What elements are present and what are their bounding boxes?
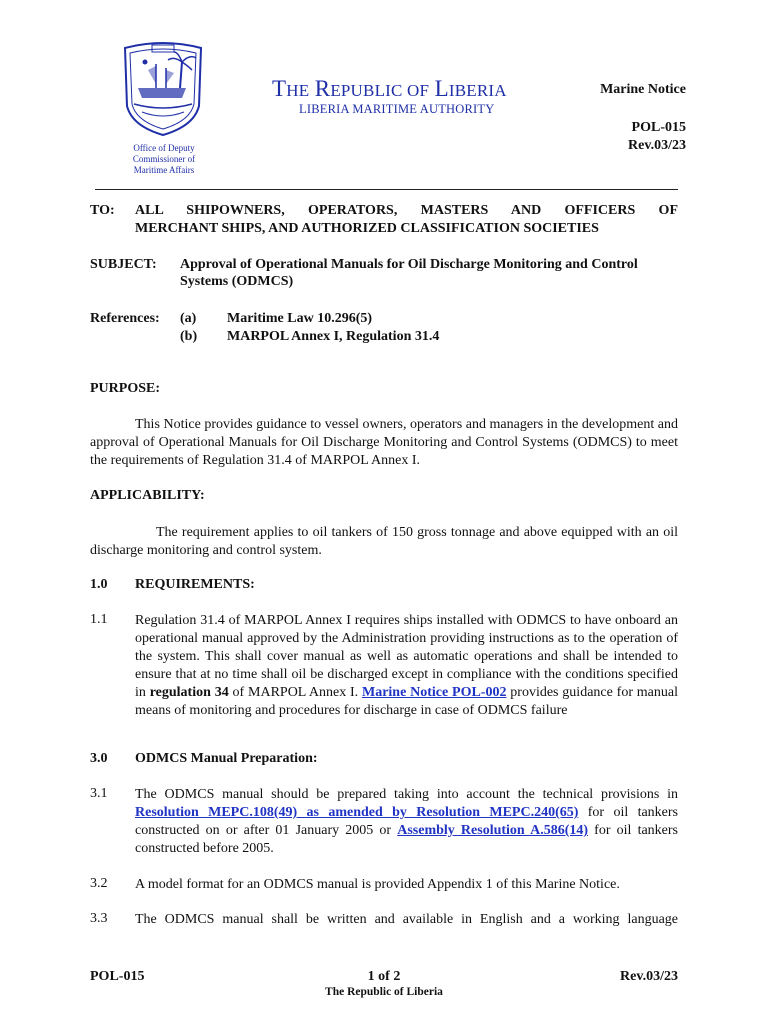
to-line-2: MERCHANT SHIPS, AND AUTHORIZED CLASSIFICATION SOCIETIES: [135, 221, 599, 236]
preparation-heading: ODMCS Manual Preparation:: [135, 751, 318, 766]
item-number: 3.3: [90, 911, 108, 926]
liberia-seal-icon: [120, 40, 206, 138]
section-number: 3.0: [90, 751, 108, 766]
references-label: References:: [90, 311, 160, 326]
purpose-heading: PURPOSE:: [90, 381, 160, 396]
item-3-1-text: The ODMCS manual should be prepared taking into account the technical provisions in Resolution MEPC.108(49) as amended by Resolution MEPC.240(65) for oil tankers constructed on or after 01 January 2005 or Assembly Resolution A.586(14) for oil tankers constructed before 2005.: [135, 787, 679, 856]
reference-key: (a): [180, 311, 197, 326]
subject-label: SUBJECT:: [90, 257, 157, 272]
to-line-1: ALL SHIPOWNERS, OPERATORS, MASTERS AND OFFICERS OF: [135, 203, 678, 218]
to-label: TO:: [90, 203, 115, 218]
reference-text: Maritime Law 10.296(5): [227, 311, 373, 326]
item-3-3-text: The ODMCS manual shall be written and available in English and a working language: [135, 912, 678, 927]
office-label: Office of Deputy Commissioner of Maritime Affairs: [132, 143, 196, 175]
marine-notice-pol-002-link[interactable]: Marine Notice POL-002: [361, 685, 507, 700]
page-subtitle: LIBERIA MARITIME AUTHORITY: [299, 102, 495, 116]
assembly-resolution-link[interactable]: Assembly Resolution A.586(14): [397, 823, 589, 838]
to-block: [90, 202, 678, 238]
notice-revision: Rev.03/23: [628, 138, 686, 153]
applicability-heading: APPLICABILITY:: [90, 488, 205, 503]
page-number: 1 of 2: [367, 969, 401, 984]
header-divider: [95, 189, 678, 190]
item-1-1-text: Regulation 31.4 of MARPOL Annex I requires ships installed with ODMCS to have onboard an operational manual approved by the Administration providing instructions as to the operation of the system. This shall cover manual as well as automatic operations and shall be intended to ensure that at no time shall oil be discharged except in compliance with the conditions specified in regulation 34 of MARPOL Annex I. Marine Notice POL-002 provides guidance for manual means of monitoring and procedures for discharge in case of ODMCS failure: [135, 613, 678, 718]
footer-notice-number: POL-015: [90, 969, 145, 984]
footer-republic: The Republic of Liberia: [325, 986, 443, 998]
resolution-mepc-link[interactable]: Resolution MEPC.108(49) as amended by Resolution MEPC.240(65): [135, 805, 579, 820]
reference-text: MARPOL Annex I, Regulation 31.4: [227, 329, 440, 344]
notice-identifier: [628, 119, 686, 155]
reference-key: (b): [180, 329, 198, 344]
item-3-2-text: A model format for an ODMCS manual is provided Appendix 1 of this Marine Notice.: [135, 877, 620, 892]
purpose-text: This Notice provides guidance to vessel owners, operators and managers in the development and approval of Operational Manuals for Oil Discharge Monitoring and Control Systems (ODMCS) to meet the requirements of Regulation 31.4 of MARPOL Annex I.: [90, 417, 678, 468]
regulation-34-ref: regulation 34: [149, 685, 229, 700]
section-number: 1.0: [90, 577, 108, 592]
item-number: 3.2: [90, 876, 108, 891]
subject-block: [90, 256, 678, 290]
notice-type: Marine Notice: [600, 82, 686, 97]
page-title: THE REPUBLIC OF LIBERIA: [272, 76, 507, 101]
subject-text: Approval of Operational Manuals for Oil Discharge Monitoring and Control Systems (ODMCS): [180, 257, 638, 289]
requirements-heading: REQUIREMENTS:: [135, 577, 255, 592]
item-number: 1.1: [90, 612, 108, 627]
footer-revision: Rev.03/23: [620, 969, 678, 984]
notice-number: POL-015: [631, 120, 686, 135]
applicability-text: The requirement applies to oil tankers of 150 gross tonnage and above equipped with an oil discharge monitoring and control system.: [90, 525, 678, 558]
item-number: 3.1: [90, 786, 108, 801]
